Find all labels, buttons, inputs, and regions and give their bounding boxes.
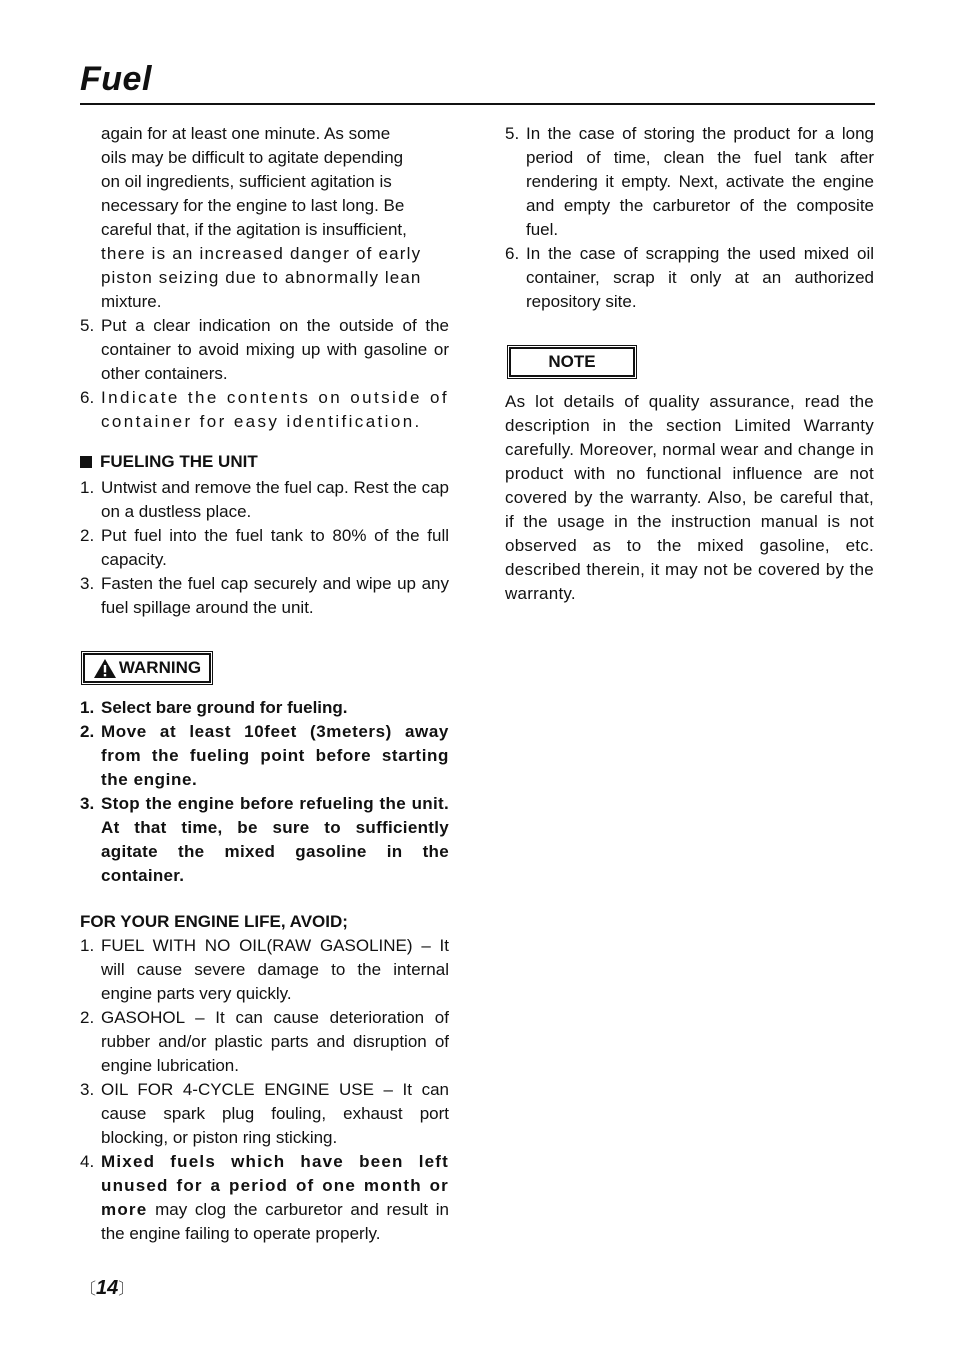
list-item <box>80 934 449 1006</box>
page-title: Fuel <box>80 60 152 98</box>
list-item <box>505 242 874 314</box>
item-text: Put fuel into the fuel tank to 80% of the full capacity. <box>101 526 449 569</box>
item-text: Stop the engine before refueling the unit. At that time, be sure to sufficiently agitate the mixed gasoline in the container. <box>101 794 449 885</box>
item-normal-text: may clog the carburetor and result in the engine failing to operate properly. <box>101 1200 449 1243</box>
item-text: Indicate the contents on outside of container for easy identification. <box>101 388 449 431</box>
intro-line: necessary for the engine to last long. Be <box>101 196 405 215</box>
intro-line: there is an increased danger of early <box>101 244 422 263</box>
intro-line: careful that, if the agitation is insufficient, <box>101 220 407 239</box>
left-column <box>80 122 449 1246</box>
item-text: Put a clear indication on the outside of the container to avoid mixing up with gasoline or other containers. <box>101 316 449 383</box>
item-text: Fasten the fuel cap securely and wipe up any fuel spillage around the unit. <box>101 574 449 617</box>
item-number: 1. <box>80 698 95 717</box>
item-text: Untwist and remove the fuel cap. Rest the cap on a dustless place. <box>101 478 449 521</box>
intro-line: piston seizing due to abnormally lean <box>101 268 422 287</box>
item-text <box>101 1150 449 1246</box>
list-item <box>505 122 874 242</box>
intro-line: on oil ingredients, sufficient agitation is <box>101 172 392 191</box>
list-item <box>80 524 449 572</box>
item-number: 3. <box>80 1080 95 1099</box>
item-text: Move at least 10feet (3meters) away from the fueling point before starting the engine. <box>101 722 449 789</box>
intro-line: mixture. <box>101 292 162 311</box>
item-number: 6. <box>80 388 95 407</box>
fueling-heading <box>80 450 449 474</box>
note-label-text: NOTE <box>548 352 596 371</box>
intro-line: oils may be difficult to agitate depending <box>101 148 404 167</box>
page-number-text: 14 <box>96 1277 119 1299</box>
page-number <box>80 1276 134 1300</box>
item-number: 1. <box>80 478 95 497</box>
fueling-heading-text: FUELING THE UNIT <box>100 452 258 471</box>
note-paragraph: As lot details of quality assurance, read the description in the section Limited Warranty carefully. Moreover, normal wear and change in product with no functional influence are not covered by the warranty. Also, be careful that, if the usage in the instruction manual is not observed as to the mixed gasoline, etc. described therein, it may not be covered by the warranty. <box>505 392 874 603</box>
item-number: 3. <box>80 794 95 813</box>
warning-item <box>80 696 449 720</box>
item-text: OIL FOR 4-CYCLE ENGINE USE – It can cause spark plug fouling, exhaust port blocking, or piston ring sticking. <box>101 1080 449 1147</box>
item-number: 2. <box>80 526 95 545</box>
item-number: 2. <box>80 722 95 741</box>
list-item <box>80 1006 449 1078</box>
item-text: GASOHOL – It can cause deterioration of rubber and/or plastic parts and disruption of engine lubrication. <box>101 1008 449 1075</box>
title-rule <box>80 103 875 105</box>
warning-triangle-icon <box>93 658 117 679</box>
item-number: 3. <box>80 574 95 593</box>
item-text: In the case of scrapping the used mixed oil container, scrap it only at an authorized repository site. <box>526 244 874 311</box>
avoid-heading: FOR YOUR ENGINE LIFE, AVOID; <box>80 912 348 931</box>
warning-label-text: WARNING <box>118 658 202 677</box>
item-number: 1. <box>80 936 95 955</box>
item-number: 4. <box>80 1152 95 1171</box>
item-number: 5. <box>80 316 95 335</box>
item-text: FUEL WITH NO OIL(RAW GASOLINE) – It will cause severe damage to the internal engine parts very quickly. <box>101 936 449 1003</box>
list-item <box>80 314 449 386</box>
intro-line: again for at least one minute. As some <box>101 124 391 143</box>
item-text: Select bare ground for fueling. <box>101 698 348 717</box>
item-bold-text: Mixed fuels which have been left unused for a period of one month or more <box>101 1152 449 1219</box>
item-text: In the case of storing the product for a long period of time, clean the fuel tank after rendering it empty. Next, activate the engine and empty the carburetor of the composite fuel. <box>526 124 874 239</box>
list-item <box>80 1150 449 1246</box>
square-bullet-icon <box>80 456 92 468</box>
list-item <box>80 476 449 524</box>
item-number: 6. <box>505 244 520 263</box>
bracket-right: 〕 <box>118 1281 135 1298</box>
item-number: 5. <box>505 124 520 143</box>
warning-label <box>83 653 211 683</box>
item-number: 2. <box>80 1008 95 1027</box>
intro-paragraph <box>80 122 449 314</box>
list-item <box>80 386 449 434</box>
note-label <box>509 347 635 377</box>
list-item <box>80 572 449 620</box>
list-item <box>80 1078 449 1150</box>
right-column <box>505 122 874 606</box>
warning-item <box>80 792 449 888</box>
warning-item <box>80 720 449 792</box>
bracket-left: 〔 <box>80 1281 97 1298</box>
